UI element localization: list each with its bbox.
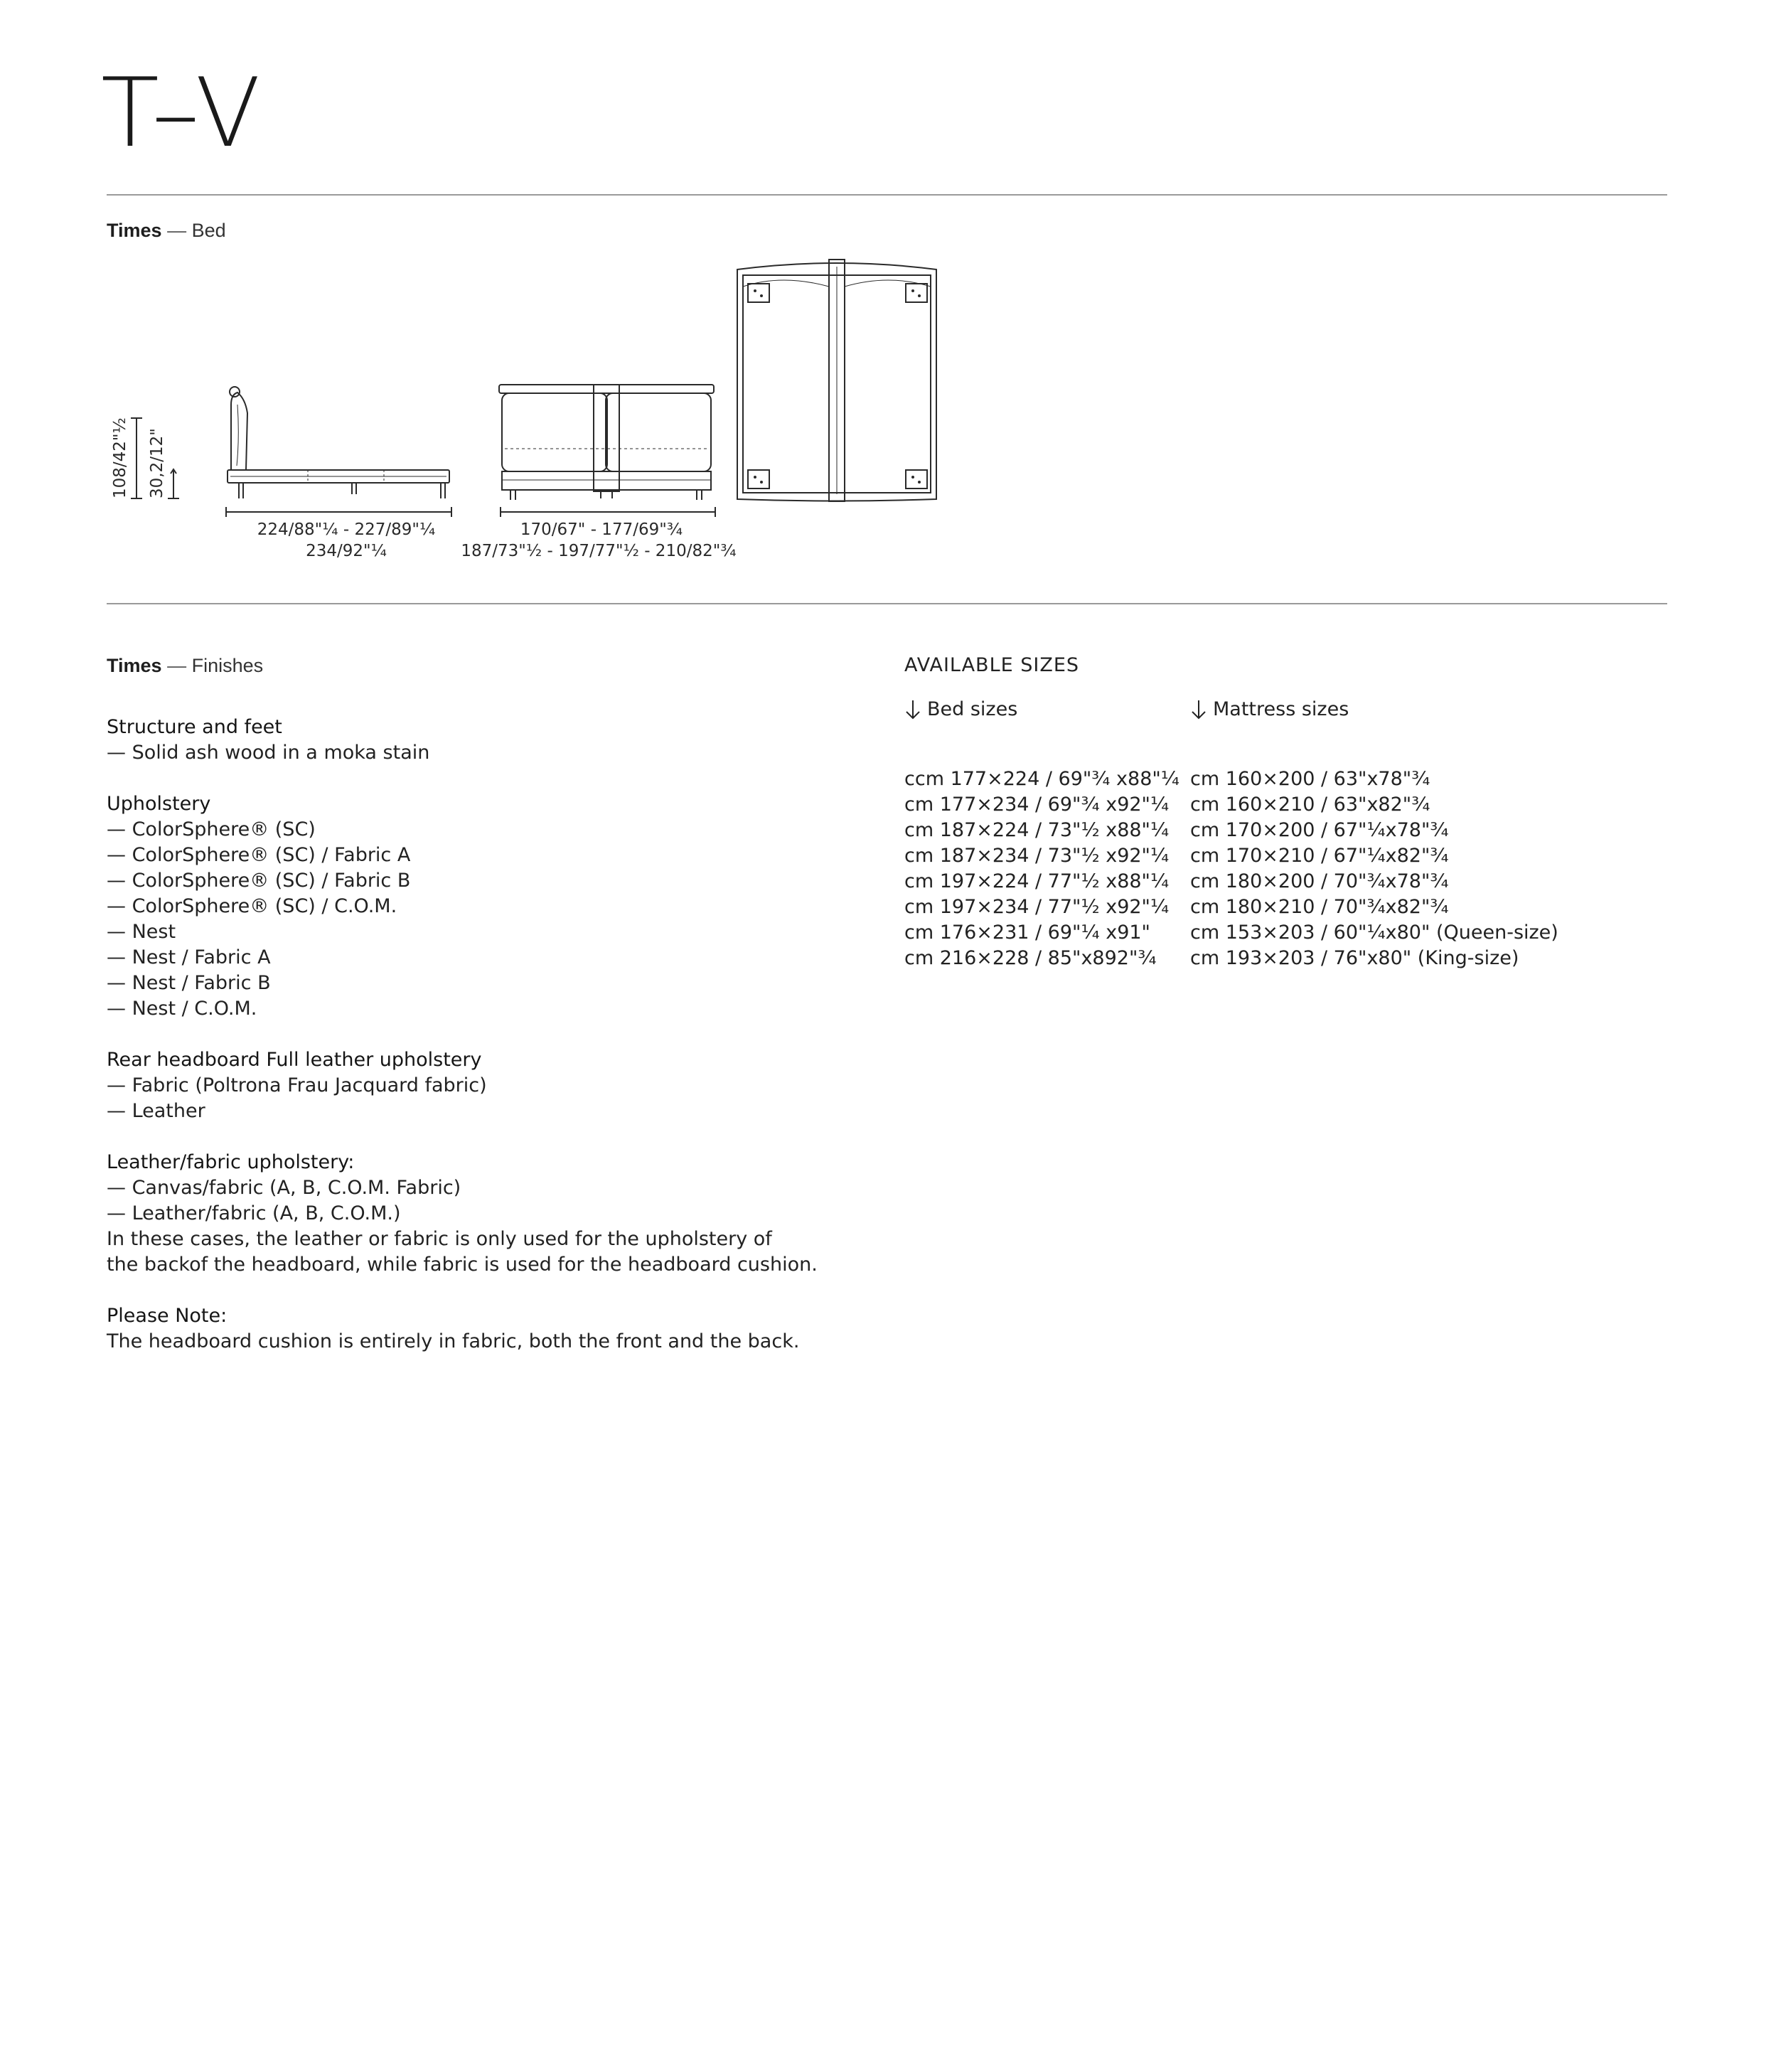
bed-sizes-column	[904, 697, 1190, 971]
leather-fabric-item: — Canvas/fabric (A, B, C.O.M. Fabric)	[107, 1177, 461, 1199]
upholstery-title: Upholstery	[107, 793, 211, 815]
leather-fabric-group	[107, 1150, 853, 1278]
arrow-down-icon	[1190, 699, 1207, 720]
leather-fabric-title: Leather/fabric upholstery:	[107, 1151, 355, 1173]
rear-headboard-item: — Fabric (Poltrona Frau Jacquard fabric)	[107, 1074, 487, 1096]
bed-size-row: cm 197×234 / 77"½ x92"¼	[904, 896, 1170, 918]
mattress-size-row: cm 153×203 / 60"¼x80" (Queen-size)	[1190, 922, 1558, 944]
upholstery-group	[107, 791, 853, 1022]
heading-separator: —	[167, 220, 187, 241]
upholstery-item: — Nest / Fabric B	[107, 972, 271, 994]
product-heading	[107, 218, 226, 243]
leather-fabric-note-line: In these cases, the leather or fabric is only used for the upholstery of	[107, 1228, 772, 1250]
upholstery-item: — Nest	[107, 921, 176, 943]
height-total-label: 108/42"½	[111, 417, 129, 498]
side-view-drawing	[226, 387, 451, 517]
mattress-size-row: cm 160×210 / 63"x82"¾	[1190, 794, 1430, 816]
bed-size-row: cm 216×228 / 85"x892"¾	[904, 947, 1157, 969]
rear-headboard-title: Rear headboard Full leather upholstery	[107, 1049, 482, 1071]
top-view-drawing	[737, 260, 936, 501]
bed-size-row: cm 197×224 / 77"½ x88"¼	[904, 870, 1170, 892]
available-sizes-heading: AVAILABLE SIZES	[904, 654, 1080, 676]
available-sizes	[904, 653, 1558, 971]
leather-fabric-note-line: the backof the headboard, while fabric is used for the headboard cushion.	[107, 1254, 818, 1276]
finishes-label: Finishes	[191, 655, 264, 676]
rear-headboard-item: — Leather	[107, 1100, 205, 1122]
finishes-list	[107, 715, 853, 1380]
mattress-size-row: cm 160×200 / 63"x78"¾	[1190, 768, 1430, 790]
bed-sizes-header: Bed sizes	[927, 698, 1018, 720]
structure-item: — Solid ash wood in a moka stain	[107, 742, 430, 764]
upholstery-item: — Nest / C.O.M.	[107, 998, 257, 1020]
technical-drawings	[100, 252, 953, 572]
mattress-size-row: cm 180×200 / 70"¾x78"¾	[1190, 870, 1449, 892]
upholstery-item: — ColorSphere® (SC) / C.O.M.	[107, 895, 397, 917]
finishes-product-name: Times	[107, 655, 162, 676]
bed-size-row: cm 176×231 / 69"¼ x91"	[904, 922, 1150, 944]
mattress-size-row: cm 180×210 / 70"¾x82"¾	[1190, 896, 1449, 918]
side-length-label-2: 234/92"¼	[306, 542, 387, 560]
finishes-heading	[107, 653, 263, 678]
upholstery-item: — ColorSphere® (SC) / Fabric A	[107, 844, 411, 866]
bed-size-row: ccm 177×224 / 69"¾ x88"¼	[904, 768, 1179, 790]
front-width-label-2: 187/73"½ - 197/77"½ - 210/82"¾	[461, 542, 737, 560]
finishes-heading-separator: —	[167, 655, 187, 676]
side-length-label-1: 224/88"¼ - 227/89"¼	[257, 520, 436, 539]
please-note-title: Please Note:	[107, 1305, 228, 1327]
front-view-drawing	[499, 385, 715, 517]
mattress-size-row: cm 170×200 / 67"¼x78"¾	[1190, 819, 1449, 841]
arrow-down-icon	[904, 699, 921, 720]
top-divider	[107, 194, 1667, 196]
front-width-label-1: 170/67" - 177/69"¾	[520, 520, 683, 539]
upholstery-item: — ColorSphere® (SC) / Fabric B	[107, 870, 411, 892]
mattress-sizes-column	[1190, 697, 1558, 971]
height-base-label: 30,2/12"	[148, 428, 166, 498]
rear-headboard-group	[107, 1047, 853, 1124]
product-type: Bed	[191, 220, 226, 241]
mattress-size-row: cm 193×203 / 76"x80" (King-size)	[1190, 947, 1519, 969]
bed-size-row: cm 177×234 / 69"¾ x92"¼	[904, 794, 1170, 816]
mattress-size-row: cm 170×210 / 67"¼x82"¾	[1190, 845, 1449, 867]
product-name: Times	[107, 220, 162, 241]
bed-size-row: cm 187×224 / 73"½ x88"¼	[904, 819, 1170, 841]
please-note-text: The headboard cushion is entirely in fabric, both the front and the back.	[107, 1330, 800, 1352]
mattress-sizes-header: Mattress sizes	[1213, 698, 1349, 720]
please-note-group	[107, 1303, 853, 1355]
bed-size-row: cm 187×234 / 73"½ x92"¼	[904, 845, 1170, 867]
page-title: T–V	[101, 58, 262, 169]
leather-fabric-item: — Leather/fabric (A, B, C.O.M.)	[107, 1202, 401, 1224]
upholstery-item: — Nest / Fabric A	[107, 946, 271, 968]
upholstery-item: — ColorSphere® (SC)	[107, 818, 316, 840]
structure-title: Structure and feet	[107, 716, 282, 738]
middle-divider	[107, 603, 1667, 604]
structure-group	[107, 715, 853, 766]
